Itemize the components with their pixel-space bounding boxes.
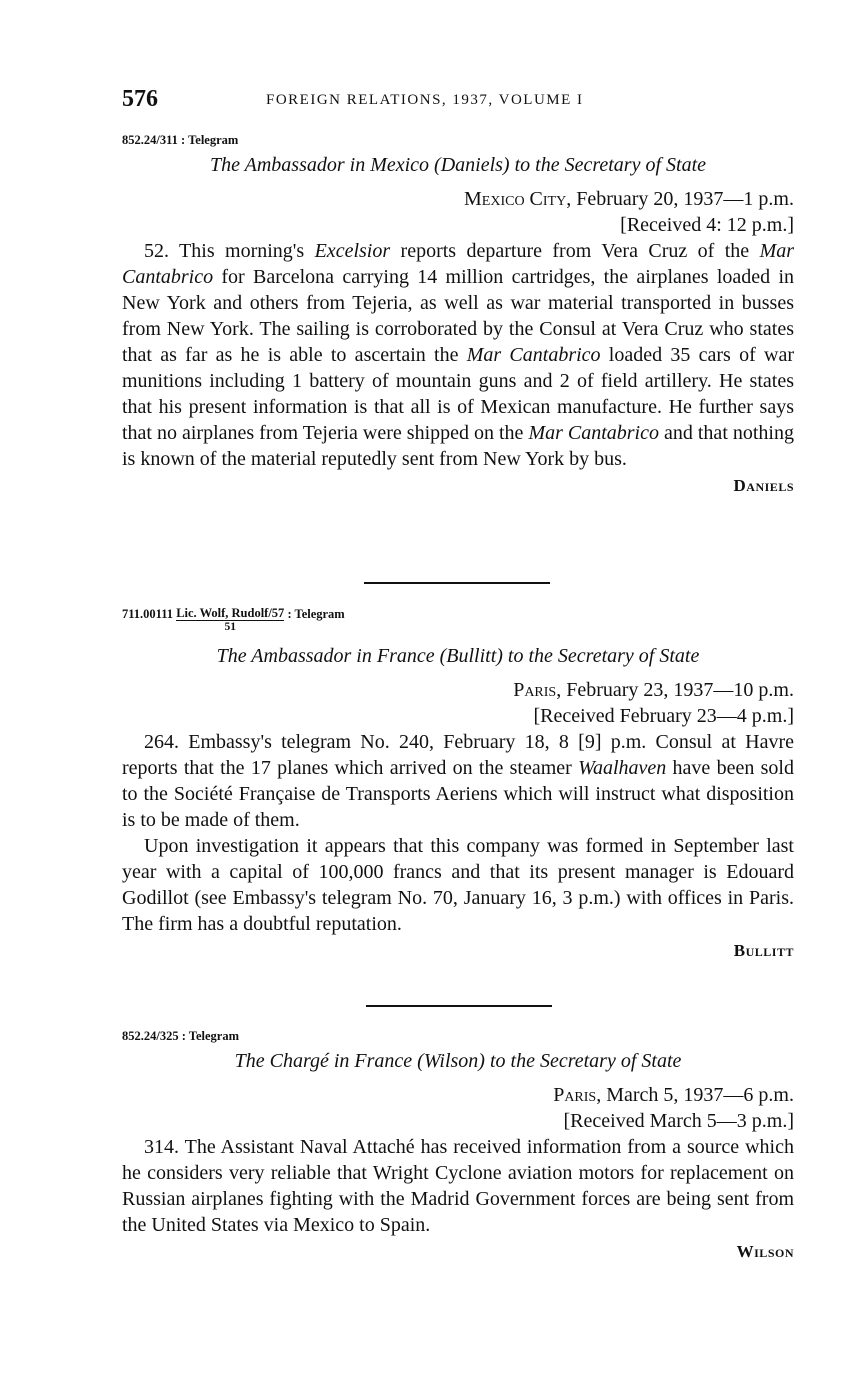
running-head: [122, 86, 794, 116]
journal-title: FOREIGN RELATIONS, 1937, VOLUME I: [266, 92, 584, 108]
dateline-date: , February 20, 1937—1 p.m.: [566, 188, 794, 210]
telegram-wilson: [122, 1028, 794, 1264]
page-number: 576: [122, 86, 158, 112]
dateline-place: Paris: [513, 679, 557, 701]
dateline-place: Paris: [553, 1084, 597, 1106]
signature: Wilson: [736, 1242, 794, 1261]
telegram-bullitt: [122, 606, 794, 963]
file-reference: 711.00111 $\frac{\text{Lic. Wolf, Rudolf/57}}{51}$ : Telegram: [122, 606, 345, 633]
received-note: [Received 4: 12 p.m.]: [620, 214, 794, 236]
paragraph: 314. The Assistant Naval Attaché has received information from a source which he considers very reliable that Wright Cyclone aviation motors for replacement on Russian airplanes fighting with the Madrid Government forces are being sent from the United States via Mexico to Spain.: [122, 1136, 794, 1236]
file-reference: 852.24/325 : Telegram: [122, 1029, 240, 1043]
dateline-date: , March 5, 1937—6 p.m.: [596, 1084, 794, 1106]
telegram-heading: The Chargé in France (Wilson) to the Secretary of State: [234, 1050, 682, 1072]
dateline-place: Mexico City: [464, 188, 567, 210]
telegram-body: [122, 1134, 794, 1238]
signature: Daniels: [733, 476, 794, 495]
telegram-daniels: [122, 132, 794, 498]
dateline: [122, 1082, 794, 1108]
telegram-body: [122, 729, 794, 937]
received-note: [Received February 23—4 p.m.]: [533, 705, 794, 727]
paragraph: Upon investigation it appears that this company was formed in September last year with a capital of 100,000 francs and that its present manager is Edouard Godillot (see Embassy's telegram No. 70, January 16, 3 p.m.) with offices in Paris. The firm has a doubtful reputation.: [122, 835, 794, 935]
section-divider: [364, 582, 550, 584]
signature: Bullitt: [733, 941, 794, 960]
telegram-heading: The Ambassador in France (Bullitt) to the Secretary of State: [216, 645, 700, 667]
received-note: [Received March 5—3 p.m.]: [563, 1110, 794, 1132]
file-ref-fraction: $\frac{\text{Lic. Wolf, Rudolf/57}}{51}$: [176, 606, 285, 633]
dateline: [122, 186, 794, 212]
file-reference: 852.24/311 : Telegram: [122, 133, 239, 147]
paragraph: 52. This morning's Excelsior reports departure from Vera Cruz of the Mar Cantabrico for Barcelona carrying 14 million cartridges, the airplanes loaded in New York and others from Tejeria, as well as war material transported in busses from New York. The sailing is corroborated by the Consul at Vera Cruz who states that as far as he is able to ascertain the Mar Cantabrico loaded 35 cars of war munitions including 1 battery of mountain guns and 2 of field artillery. He states that his present information is that all is of Mexican manufacture. He further says that no airplanes from Tejeria were shipped on the Mar Cantabrico and that nothing is known of the material reputedly sent from New York by bus.: [122, 240, 795, 470]
section-divider: [366, 1005, 552, 1007]
telegram-heading: The Ambassador in Mexico (Daniels) to the Secretary of State: [209, 154, 706, 176]
paragraph: 264. Embassy's telegram No. 240, February 18, 8 [9] p.m. Consul at Havre reports that the 17 planes which arrived on the steamer Waalhaven have been sold to the Société Française de Transports Aeriens which will instruct what disposition is to be made of them.: [122, 731, 794, 831]
telegram-body: [122, 238, 794, 472]
dateline-date: , February 23, 1937—10 p.m.: [556, 679, 794, 701]
dateline: [122, 677, 794, 703]
